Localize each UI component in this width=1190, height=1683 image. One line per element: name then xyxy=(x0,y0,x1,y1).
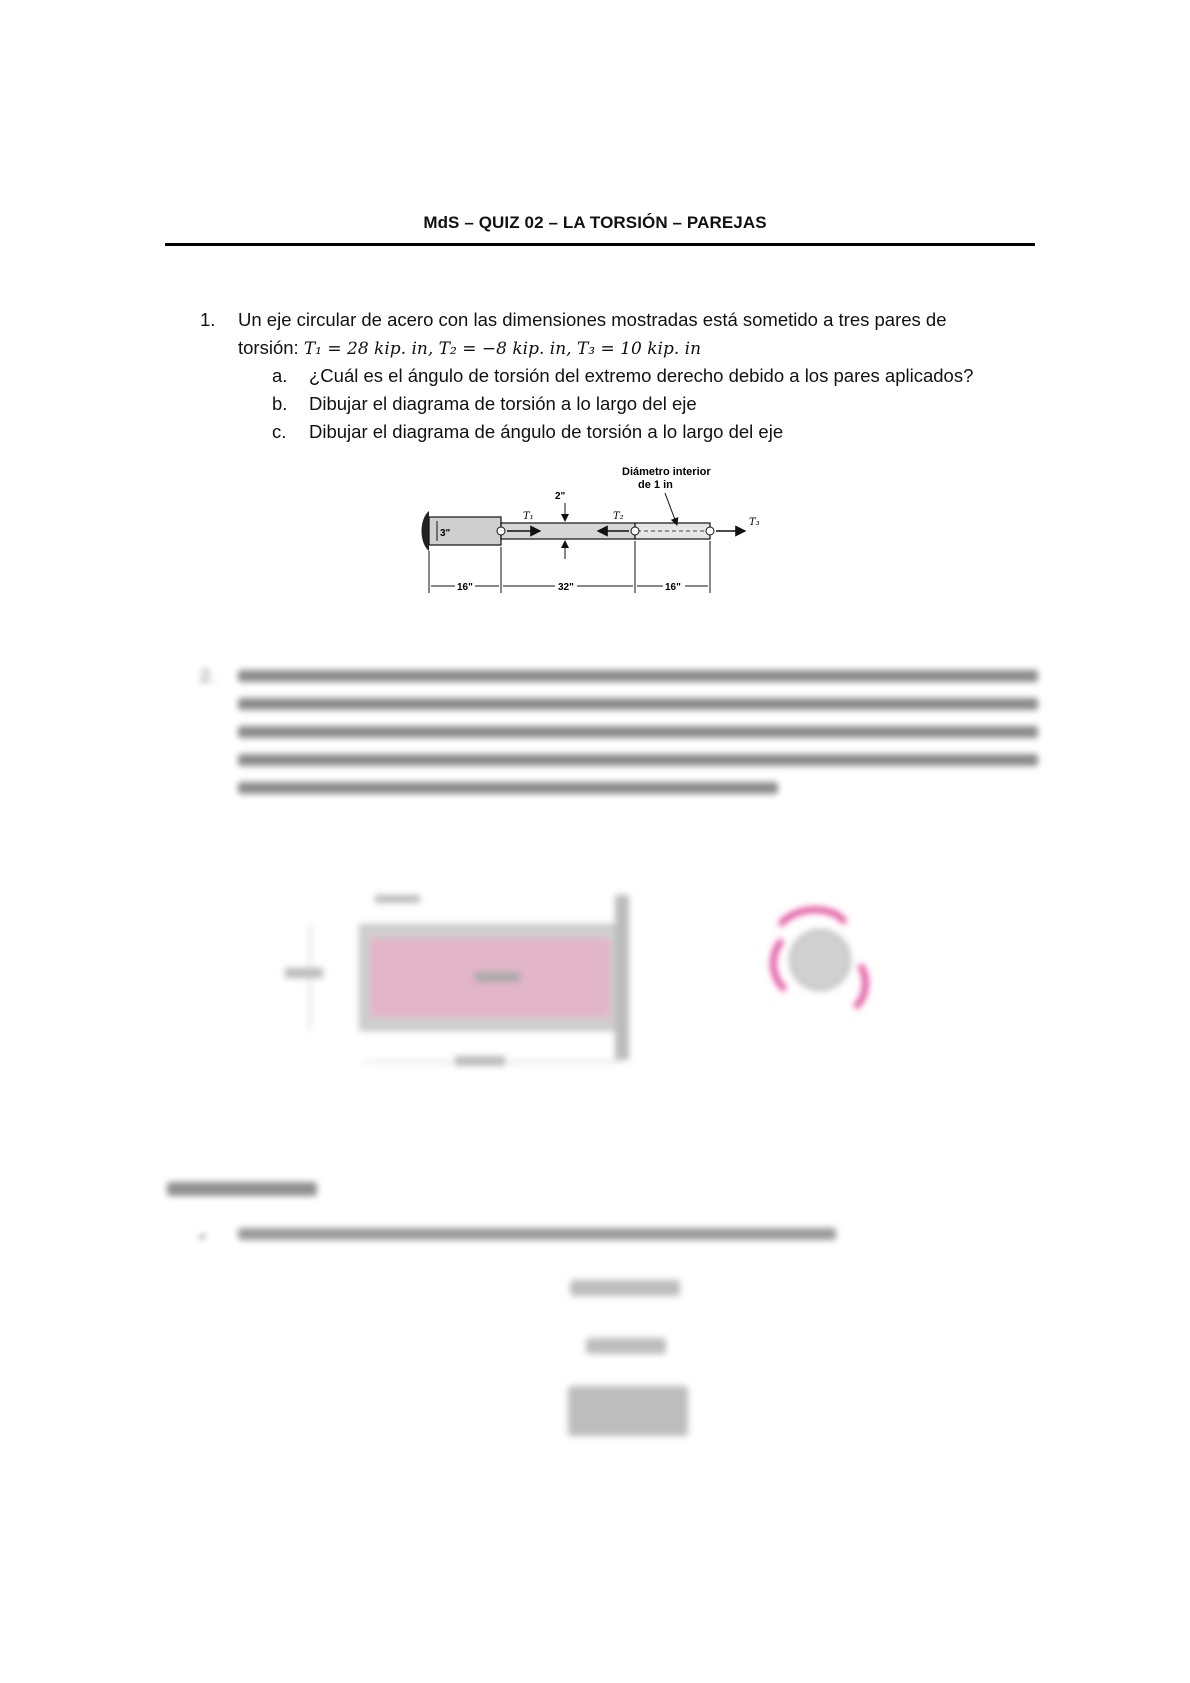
label-inner-diameter: Diámetro interior xyxy=(622,466,711,478)
question-1-line-2 xyxy=(238,334,701,363)
question-2-number: 2. xyxy=(200,666,216,686)
considerations-heading-obscured xyxy=(167,1182,317,1196)
bullet-marker: ▪ xyxy=(200,1228,205,1244)
obscured-text-line xyxy=(238,754,1038,766)
title-underline xyxy=(165,243,1035,246)
torque-values: T₁ = 28 kip. in, T₂ = −8 kip. in, T₃ = 10 kip. in xyxy=(303,339,702,359)
dim-label-obscured xyxy=(285,968,323,978)
section-circle xyxy=(790,930,850,990)
torque-point-2 xyxy=(631,527,639,535)
torque-point-1 xyxy=(497,527,505,535)
question-1-line-1: Un eje circular de acero con las dimensiones mostradas está sometido a tres pares de xyxy=(238,309,947,330)
composite-shaft-figure xyxy=(275,880,645,1080)
dim-16b-label: 16" xyxy=(665,582,681,593)
dim-16a-label: 16" xyxy=(457,582,473,593)
fixed-support xyxy=(615,895,629,1060)
item-letter: b. xyxy=(272,393,288,414)
torque-arc-right xyxy=(855,965,865,1007)
obscured-text-line xyxy=(238,782,778,794)
item-letter: c. xyxy=(272,421,287,442)
item-letter: a. xyxy=(272,365,288,386)
obscured-equation-3 xyxy=(568,1386,688,1436)
page-title: MdS – QUIZ 02 – LA TORSIÓN – PAREJAS xyxy=(423,213,767,232)
dim-label-obscured xyxy=(375,895,420,903)
obscured-text-line xyxy=(238,726,1038,738)
torque-arc-left xyxy=(773,940,785,990)
item-text: Dibujar el diagrama de ángulo de torsión a lo largo del eje xyxy=(309,421,784,442)
label-inner-diameter-value: de 1 in xyxy=(638,479,673,491)
wall-support xyxy=(422,511,430,551)
question-1-line-2-prefix: torsión: xyxy=(238,337,304,358)
item-text: Dibujar el diagrama de torsión a lo largo del eje xyxy=(309,393,697,414)
label-2in: 2" xyxy=(555,491,566,502)
obscured-equation-1 xyxy=(570,1280,680,1296)
question-1-number: 1. xyxy=(200,309,216,330)
dim-label-obscured xyxy=(455,1056,505,1066)
obscured-text-line xyxy=(238,698,1038,710)
label-t1: T₁ xyxy=(523,511,534,522)
obscured-heading xyxy=(167,1182,317,1196)
obscured-bullet-text xyxy=(238,1228,836,1240)
dim-32-label: 32" xyxy=(558,582,574,593)
label-3in: 3" xyxy=(440,528,451,539)
cross-section-figure xyxy=(760,895,900,1035)
torque-arc-top xyxy=(780,910,845,925)
item-text: ¿Cuál es el ángulo de torsión del extremo derecho debido a los pares aplicados? xyxy=(309,365,974,386)
label-t3: T₃ xyxy=(749,517,760,528)
torque-point-3 xyxy=(706,527,714,535)
inner-diameter-leader xyxy=(665,493,677,525)
label-t2: T₂ xyxy=(613,511,624,522)
dim-label-obscured xyxy=(475,972,520,982)
shaft-diagram xyxy=(415,463,775,598)
obscured-equation-2 xyxy=(586,1338,666,1354)
obscured-text-line xyxy=(238,670,1038,682)
